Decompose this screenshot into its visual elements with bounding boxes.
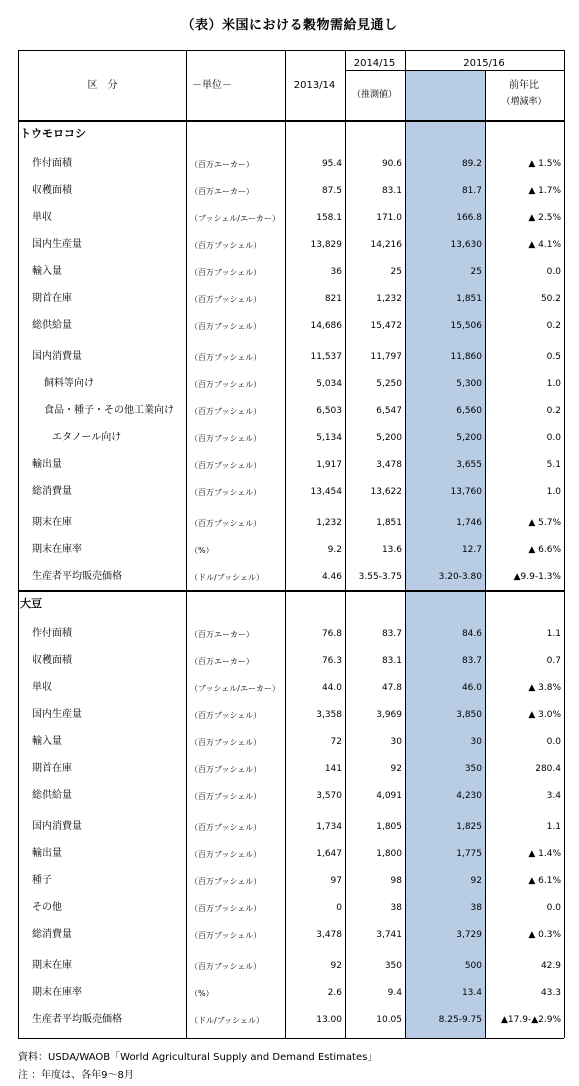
row-unit: （百万ブッシェル）	[190, 380, 262, 389]
header-2015: 2015/16	[463, 58, 505, 69]
row-unit: （百万ブッシェル）	[190, 268, 262, 277]
value-2013: 1,917	[316, 460, 342, 470]
value-2015: 13,760	[450, 487, 482, 497]
value-2015: 30	[470, 737, 482, 747]
row-label: 単収	[32, 682, 52, 693]
row-label: 総消費量	[32, 929, 72, 940]
value-2013: 141	[324, 764, 342, 774]
value-2014: 11,797	[370, 352, 402, 362]
row-label: 期首在庫	[32, 763, 72, 774]
row-label: 輸入量	[32, 266, 62, 277]
row-unit: （%）	[190, 989, 214, 998]
value-2014: 25	[390, 267, 402, 277]
value-yoy: ▲ 6.6%	[528, 545, 561, 555]
value-yoy: 0.2	[546, 406, 561, 416]
value-2013: 13,829	[310, 240, 342, 250]
value-yoy: ▲ 3.8%	[528, 683, 561, 693]
value-2014: 90.6	[381, 159, 402, 169]
header-yoy-sub: （増減率）	[501, 97, 547, 107]
row-label: 食品・種子・その他工業向け	[44, 405, 174, 416]
value-yoy: 0.0	[546, 737, 561, 747]
value-2013: 1,734	[316, 822, 342, 832]
value-2013: 95.4	[321, 159, 342, 169]
row-unit: （百万ブッシェル）	[190, 434, 262, 443]
value-yoy: 0.0	[546, 433, 561, 443]
value-2014: 1,851	[376, 518, 402, 528]
row-unit: （百万ブッシェル）	[190, 322, 262, 331]
row-label: 国内生産量	[32, 709, 82, 720]
value-2013: 821	[324, 294, 342, 304]
section-divider	[18, 590, 564, 592]
value-2014: 1,805	[376, 822, 402, 832]
value-yoy: ▲ 2.5%	[528, 213, 561, 223]
value-2014: 5,200	[376, 433, 402, 443]
value-yoy: 1.1	[546, 822, 561, 832]
header-2014-sub: （推測値）	[351, 90, 397, 100]
value-2015: 4,230	[456, 791, 482, 801]
row-unit: （百万ブッシェル）	[190, 461, 262, 470]
column-rule	[345, 50, 346, 1038]
row-label: 期末在庫	[32, 517, 72, 528]
row-unit: （百万ブッシェル）	[190, 407, 262, 416]
value-2013: 1,232	[316, 518, 342, 528]
value-yoy: 1.0	[546, 379, 561, 389]
value-yoy: 50.2	[540, 294, 561, 304]
value-2013: 1,647	[316, 849, 342, 859]
row-unit: （百万ブッシェル）	[190, 488, 262, 497]
value-2013: 5,134	[316, 433, 342, 443]
value-yoy: ▲ 0.3%	[528, 930, 561, 940]
value-2015: 13,630	[450, 240, 482, 250]
row-unit: （百万ブッシェル）	[190, 962, 262, 971]
row-unit: （百万ブッシェル）	[190, 295, 262, 304]
value-2013: 92	[330, 961, 342, 971]
value-2013: 97	[330, 876, 342, 886]
row-label: 国内消費量	[32, 821, 82, 832]
row-unit: （ドル/ブッシェル）	[190, 1016, 264, 1025]
section-title: トウモロコシ	[20, 127, 86, 140]
value-2014: 350	[384, 961, 402, 971]
column-rule	[18, 50, 19, 1038]
header-bottom-rule	[18, 120, 564, 122]
row-unit: （百万ブッシェル）	[190, 877, 262, 886]
value-yoy: ▲9.9-1.3%	[513, 572, 561, 582]
row-label: 期首在庫	[32, 293, 72, 304]
value-2013: 4.46	[321, 572, 342, 582]
value-2015: 3,850	[456, 710, 482, 720]
row-unit: （百万ブッシェル）	[190, 904, 262, 913]
row-unit: （%）	[190, 546, 214, 555]
table-top-rule	[18, 50, 564, 51]
row-label: 総消費量	[32, 486, 72, 497]
row-label: 生産者平均販売価格	[32, 1014, 122, 1025]
row-label: 国内生産量	[32, 239, 82, 250]
value-2013: 3,478	[316, 930, 342, 940]
table-bottom-rule	[18, 1038, 564, 1039]
value-yoy: ▲ 1.7%	[528, 186, 561, 196]
value-yoy: ▲ 3.0%	[528, 710, 561, 720]
row-unit: （百万エーカー）	[190, 657, 254, 666]
row-label: 総供給量	[32, 790, 72, 801]
value-2015: 8.25-9.75	[438, 1015, 482, 1025]
value-2013: 44.0	[321, 683, 342, 693]
value-2015: 3.20-3.80	[438, 572, 482, 582]
value-2014: 5,250	[376, 379, 402, 389]
row-unit: （百万ブッシェル）	[190, 931, 262, 940]
value-2013: 14,686	[310, 321, 342, 331]
row-label: 総供給量	[32, 320, 72, 331]
row-unit: （百万ブッシェル）	[190, 711, 262, 720]
value-2013: 36	[330, 267, 342, 277]
value-2013: 3,570	[316, 791, 342, 801]
header-2014: 2014/15	[353, 58, 396, 69]
value-2014: 30	[390, 737, 402, 747]
value-2013: 87.5	[321, 186, 342, 196]
value-2015: 6,560	[456, 406, 482, 416]
value-2014: 3,741	[376, 930, 402, 940]
value-2015: 1,746	[456, 518, 482, 528]
header-mid-rule	[345, 70, 564, 71]
value-yoy: 1.1	[546, 629, 561, 639]
row-label: 種子	[32, 875, 52, 886]
value-2015: 15,506	[450, 321, 482, 331]
value-2013: 13,454	[310, 487, 342, 497]
value-2013: 76.3	[321, 656, 342, 666]
header-kubun: 区 分	[87, 80, 118, 91]
value-yoy: 1.0	[546, 487, 561, 497]
row-unit: （百万ブッシェル）	[190, 850, 262, 859]
value-2013: 3,358	[316, 710, 342, 720]
value-2015: 92	[470, 876, 482, 886]
row-unit: （百万ブッシェル）	[190, 519, 262, 528]
row-unit: （百万ブッシェル）	[190, 765, 262, 774]
value-yoy: 0.7	[546, 656, 561, 666]
value-2013: 9.2	[327, 545, 342, 555]
row-label: 単収	[32, 212, 52, 223]
row-label: 期末在庫率	[32, 544, 82, 555]
value-2015: 3,655	[456, 460, 482, 470]
value-2014: 92	[390, 764, 402, 774]
row-label: 輸入量	[32, 736, 62, 747]
value-yoy: 0.2	[546, 321, 561, 331]
row-unit: （百万ブッシェル）	[190, 823, 262, 832]
row-label: 作付面積	[32, 628, 72, 639]
column-rule	[186, 50, 187, 1038]
value-2014: 171.0	[376, 213, 402, 223]
value-2014: 15,472	[370, 321, 402, 331]
value-yoy: ▲17.9-▲2.9%	[501, 1015, 561, 1025]
value-yoy: 43.3	[540, 988, 561, 998]
row-label: 飼料等向け	[44, 378, 94, 389]
value-yoy: 280.4	[535, 764, 561, 774]
value-2013: 2.6	[327, 988, 342, 998]
value-yoy: ▲ 4.1%	[528, 240, 561, 250]
row-label: 国内消費量	[32, 351, 82, 362]
value-2013: 158.1	[316, 213, 342, 223]
value-2013: 13.00	[316, 1015, 342, 1025]
value-2015: 5,300	[456, 379, 482, 389]
row-label: 輸出量	[32, 848, 62, 859]
value-2013: 11,537	[310, 352, 342, 362]
value-2013: 76.8	[321, 629, 342, 639]
value-yoy: 5.1	[546, 460, 561, 470]
value-2015: 25	[470, 267, 482, 277]
value-2015: 500	[464, 961, 482, 971]
row-unit: （ドル/ブッシェル）	[190, 573, 264, 582]
value-2013: 6,503	[316, 406, 342, 416]
value-2015: 13.4	[461, 988, 482, 998]
value-2013: 72	[330, 737, 342, 747]
row-label: 作付面積	[32, 158, 72, 169]
value-yoy: ▲ 1.4%	[528, 849, 561, 859]
row-label: 収穫面積	[32, 655, 72, 666]
row-label: 期末在庫率	[32, 987, 82, 998]
value-2013: 5,034	[316, 379, 342, 389]
row-unit: （ブッシェル/エーカー）	[190, 214, 280, 223]
value-yoy: ▲ 6.1%	[528, 876, 561, 886]
value-2014: 38	[390, 903, 402, 913]
value-2014: 83.1	[381, 656, 402, 666]
value-yoy: 42.9	[540, 961, 561, 971]
value-2014: 4,091	[376, 791, 402, 801]
value-yoy: ▲ 5.7%	[528, 518, 561, 528]
footnote-note: 注 ：年度は、各年9～8月	[18, 1070, 134, 1081]
row-unit: （百万エーカー）	[190, 160, 254, 169]
value-2014: 83.7	[381, 629, 402, 639]
footnote-source: 資料：USDA/WAOB「World Agricultural Supply and Demand Estimates」	[18, 1052, 378, 1063]
value-2015: 166.8	[456, 213, 482, 223]
value-2015: 1,775	[456, 849, 482, 859]
value-2014: 1,800	[376, 849, 402, 859]
value-2015: 1,825	[456, 822, 482, 832]
value-2015: 81.7	[461, 186, 482, 196]
value-2014: 14,216	[370, 240, 402, 250]
row-unit: （百万ブッシェル）	[190, 792, 262, 801]
value-yoy: 3.4	[546, 791, 561, 801]
header-unit: －単位－	[192, 80, 232, 91]
row-unit: （百万エーカー）	[190, 187, 254, 196]
value-2014: 13,622	[370, 487, 402, 497]
row-unit: （百万ブッシェル）	[190, 241, 262, 250]
header-yoy: 前年比	[509, 80, 539, 91]
value-2014: 83.1	[381, 186, 402, 196]
section-title: 大豆	[20, 597, 42, 610]
row-unit: （百万エーカー）	[190, 630, 254, 639]
value-2015: 11,860	[450, 352, 482, 362]
value-2014: 98	[390, 876, 402, 886]
row-label: その他	[32, 902, 62, 913]
value-2015: 1,851	[456, 294, 482, 304]
value-2014: 10.05	[376, 1015, 402, 1025]
value-yoy: 0.5	[546, 352, 561, 362]
value-2015: 3,729	[456, 930, 482, 940]
column-rule	[285, 50, 286, 1038]
row-label: 収穫面積	[32, 185, 72, 196]
value-2014: 3,478	[376, 460, 402, 470]
row-label: エタノール向け	[52, 432, 122, 443]
value-2014: 13.6	[381, 545, 402, 555]
value-2015: 83.7	[461, 656, 482, 666]
value-2014: 3,969	[376, 710, 402, 720]
row-label: 輸出量	[32, 459, 62, 470]
header-2013: 2013/14	[293, 80, 336, 91]
row-unit: （百万ブッシェル）	[190, 353, 262, 362]
row-label: 期末在庫	[32, 960, 72, 971]
value-yoy: ▲ 1.5%	[528, 159, 561, 169]
value-2014: 9.4	[387, 988, 402, 998]
page-title: （表）米国における穀物需給見通し	[181, 18, 398, 33]
value-2014: 6,547	[376, 406, 402, 416]
value-2014: 47.8	[381, 683, 402, 693]
value-2015: 84.6	[461, 629, 482, 639]
column-rule	[405, 50, 406, 1038]
row-unit: （ブッシェル/エーカー）	[190, 684, 280, 693]
value-2015: 89.2	[461, 159, 482, 169]
value-2015: 46.0	[461, 683, 482, 693]
value-yoy: 0.0	[546, 903, 561, 913]
row-label: 生産者平均販売価格	[32, 571, 122, 582]
row-unit: （百万ブッシェル）	[190, 738, 262, 747]
value-2014: 3.55-3.75	[358, 572, 402, 582]
column-rule	[564, 50, 565, 1038]
column-rule	[485, 70, 486, 1038]
value-2015: 350	[464, 764, 482, 774]
value-2014: 1,232	[376, 294, 402, 304]
value-2015: 5,200	[456, 433, 482, 443]
value-yoy: 0.0	[546, 267, 561, 277]
value-2013: 0	[336, 903, 342, 913]
value-2015: 38	[470, 903, 482, 913]
value-2015: 12.7	[461, 545, 482, 555]
